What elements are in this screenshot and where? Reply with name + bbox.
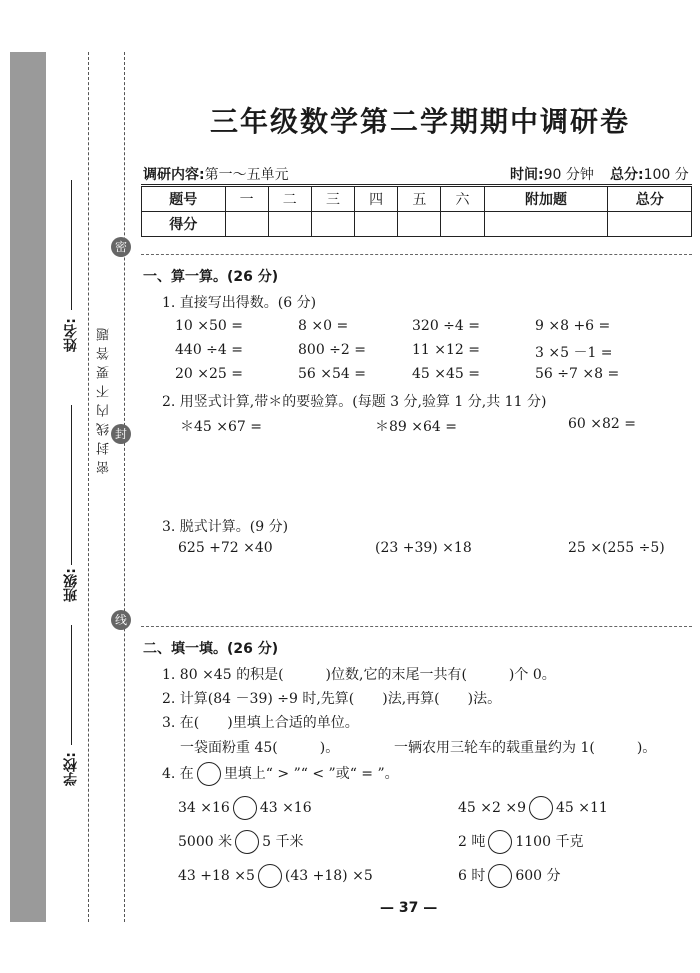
name-label: 姓名: <box>63 318 79 352</box>
step-calc-item: (23 +39) ×18 <box>375 540 472 556</box>
calc-item: 8 ×0 = <box>298 318 349 334</box>
section-divider-1 <box>141 254 692 255</box>
s2-q3-right: 一辆农用三轮车的载重量约为 1( )。 <box>394 740 657 756</box>
step-calc-item: 625 +72 ×40 <box>178 540 273 556</box>
score-header-cell: 六 <box>441 187 484 212</box>
compare-circle-icon[interactable] <box>488 864 512 888</box>
score-cell[interactable] <box>484 212 608 237</box>
score-header-cell: 附加题 <box>484 187 608 212</box>
compare-circle-icon[interactable] <box>529 796 553 820</box>
content-label: 调研内容: <box>143 167 205 183</box>
compare-left: 34 ×16 <box>178 800 230 816</box>
compare-left: 6 时 <box>458 868 486 884</box>
score-cell[interactable] <box>355 212 398 237</box>
calc-item: 56 ÷7 ×8 = <box>535 366 620 382</box>
s1-q2-title: 2. 用竖式计算,带＊的要验算。(每题 3 分,验算 1 分,共 11 分) <box>162 394 547 410</box>
binding-strip <box>10 52 46 922</box>
s2-q4-suffix: 里填上“ > ”“ < ”或“ = ”。 <box>223 766 399 782</box>
total-value: 100 分 <box>643 167 689 183</box>
calc-item: 440 ÷4 = <box>175 342 243 358</box>
compare-right: 43 ×16 <box>259 800 312 816</box>
dashed-line-inner <box>124 52 125 922</box>
score-cell[interactable] <box>398 212 441 237</box>
seal-xian: 线 <box>111 610 131 630</box>
compare-item <box>178 796 312 820</box>
total-label: 总分: <box>610 167 644 183</box>
calc-item: 800 ÷2 = <box>298 342 366 358</box>
score-header-cell: 二 <box>268 187 311 212</box>
score-header-cell: 总分 <box>608 187 692 212</box>
compare-circle-icon[interactable] <box>233 796 257 820</box>
score-header-cell: 三 <box>311 187 354 212</box>
time-label: 时间: <box>510 167 544 183</box>
score-cell[interactable] <box>225 212 268 237</box>
compare-circle-icon[interactable] <box>258 864 282 888</box>
calc-item: 11 ×12 = <box>412 342 480 358</box>
vertical-calc-item: 60 ×82 = <box>568 416 636 432</box>
compare-circle-icon[interactable] <box>235 830 259 854</box>
content-info <box>143 164 289 184</box>
score-header-cell: 一 <box>225 187 268 212</box>
calc-item: 56 ×54 = <box>298 366 366 382</box>
meta-rule <box>141 184 692 185</box>
step-calc-item: 25 ×(255 ÷5) <box>568 540 665 556</box>
page-number: — 37 — <box>380 900 438 916</box>
s2-q2: 2. 计算(84 －39) ÷9 时,先算( )法,再算( )法。 <box>162 691 502 707</box>
s2-q4-prefix: 4. 在 <box>162 766 194 782</box>
dashed-line-outer <box>88 52 89 922</box>
compare-left: 2 吨 <box>458 834 486 850</box>
score-cell[interactable] <box>608 212 692 237</box>
score-cell[interactable] <box>311 212 354 237</box>
compare-right: 1100 千克 <box>515 834 584 850</box>
s2-q3-left: 一袋面粉重 45( )。 <box>180 740 340 756</box>
total-info <box>610 164 689 184</box>
compare-right: (43 +18) ×5 <box>284 868 373 884</box>
seal-notice: 密封线内不要答题 <box>97 322 112 474</box>
score-table <box>141 186 692 237</box>
compare-left: 5000 米 <box>178 834 233 850</box>
score-cell[interactable] <box>268 212 311 237</box>
content-value: 第一～五单元 <box>204 167 289 183</box>
compare-right: 5 千米 <box>262 834 304 850</box>
name-line <box>71 180 72 310</box>
score-table-header <box>142 187 692 212</box>
compare-right: 45 ×11 <box>556 800 608 816</box>
vertical-calc-item: ＊89 ×64 = <box>375 419 457 435</box>
score-cell[interactable] <box>441 212 484 237</box>
class-label: 班级: <box>63 568 79 602</box>
page-title: 三年级数学第二学期期中调研卷 <box>209 105 630 138</box>
section-divider-2 <box>141 626 692 627</box>
compare-left: 45 ×2 ×9 <box>458 800 526 816</box>
calc-item: 45 ×45 = <box>412 366 480 382</box>
compare-item <box>458 796 608 820</box>
score-header-cell: 五 <box>398 187 441 212</box>
s1-q1-title: 1. 直接写出得数。(6 分) <box>162 295 317 311</box>
s2-q3-title: 3. 在( )里填上合适的单位。 <box>162 715 359 731</box>
calc-item: 320 ÷4 = <box>412 318 480 334</box>
score-header-cell: 题号 <box>142 187 226 212</box>
section1-heading: 一、算一算。(26 分) <box>143 269 279 285</box>
compare-item <box>178 830 303 854</box>
compare-item <box>178 864 373 888</box>
score-table-row <box>142 212 692 237</box>
s2-q4-title <box>162 762 399 786</box>
seal-mi: 密 <box>111 237 131 257</box>
score-header-cell: 四 <box>355 187 398 212</box>
school-label: 学校: <box>63 752 79 786</box>
calc-item: 3 ×5 －1 = <box>535 345 613 361</box>
time-value: 90 分钟 <box>543 167 594 183</box>
compare-right: 600 分 <box>515 868 561 884</box>
seal-feng: 封 <box>111 424 131 444</box>
vertical-calc-item: ＊45 ×67 = <box>180 419 262 435</box>
section2-heading: 二、填一填。(26 分) <box>143 641 279 657</box>
compare-circle-icon[interactable] <box>488 830 512 854</box>
school-line <box>71 625 72 745</box>
compare-left: 43 +18 ×5 <box>178 868 255 884</box>
score-row-label: 得分 <box>142 212 226 237</box>
compare-circle-icon <box>197 762 221 786</box>
time-info <box>510 164 594 184</box>
compare-item <box>458 830 583 854</box>
compare-item <box>458 864 561 888</box>
calc-item: 9 ×8 +6 = <box>535 318 611 334</box>
class-line <box>71 405 72 565</box>
s2-q1: 1. 80 ×45 的积是( )位数,它的末尾一共有( )个 0。 <box>162 667 556 683</box>
calc-item: 20 ×25 = <box>175 366 243 382</box>
s1-q3-title: 3. 脱式计算。(9 分) <box>162 519 289 535</box>
calc-item: 10 ×50 = <box>175 318 243 334</box>
